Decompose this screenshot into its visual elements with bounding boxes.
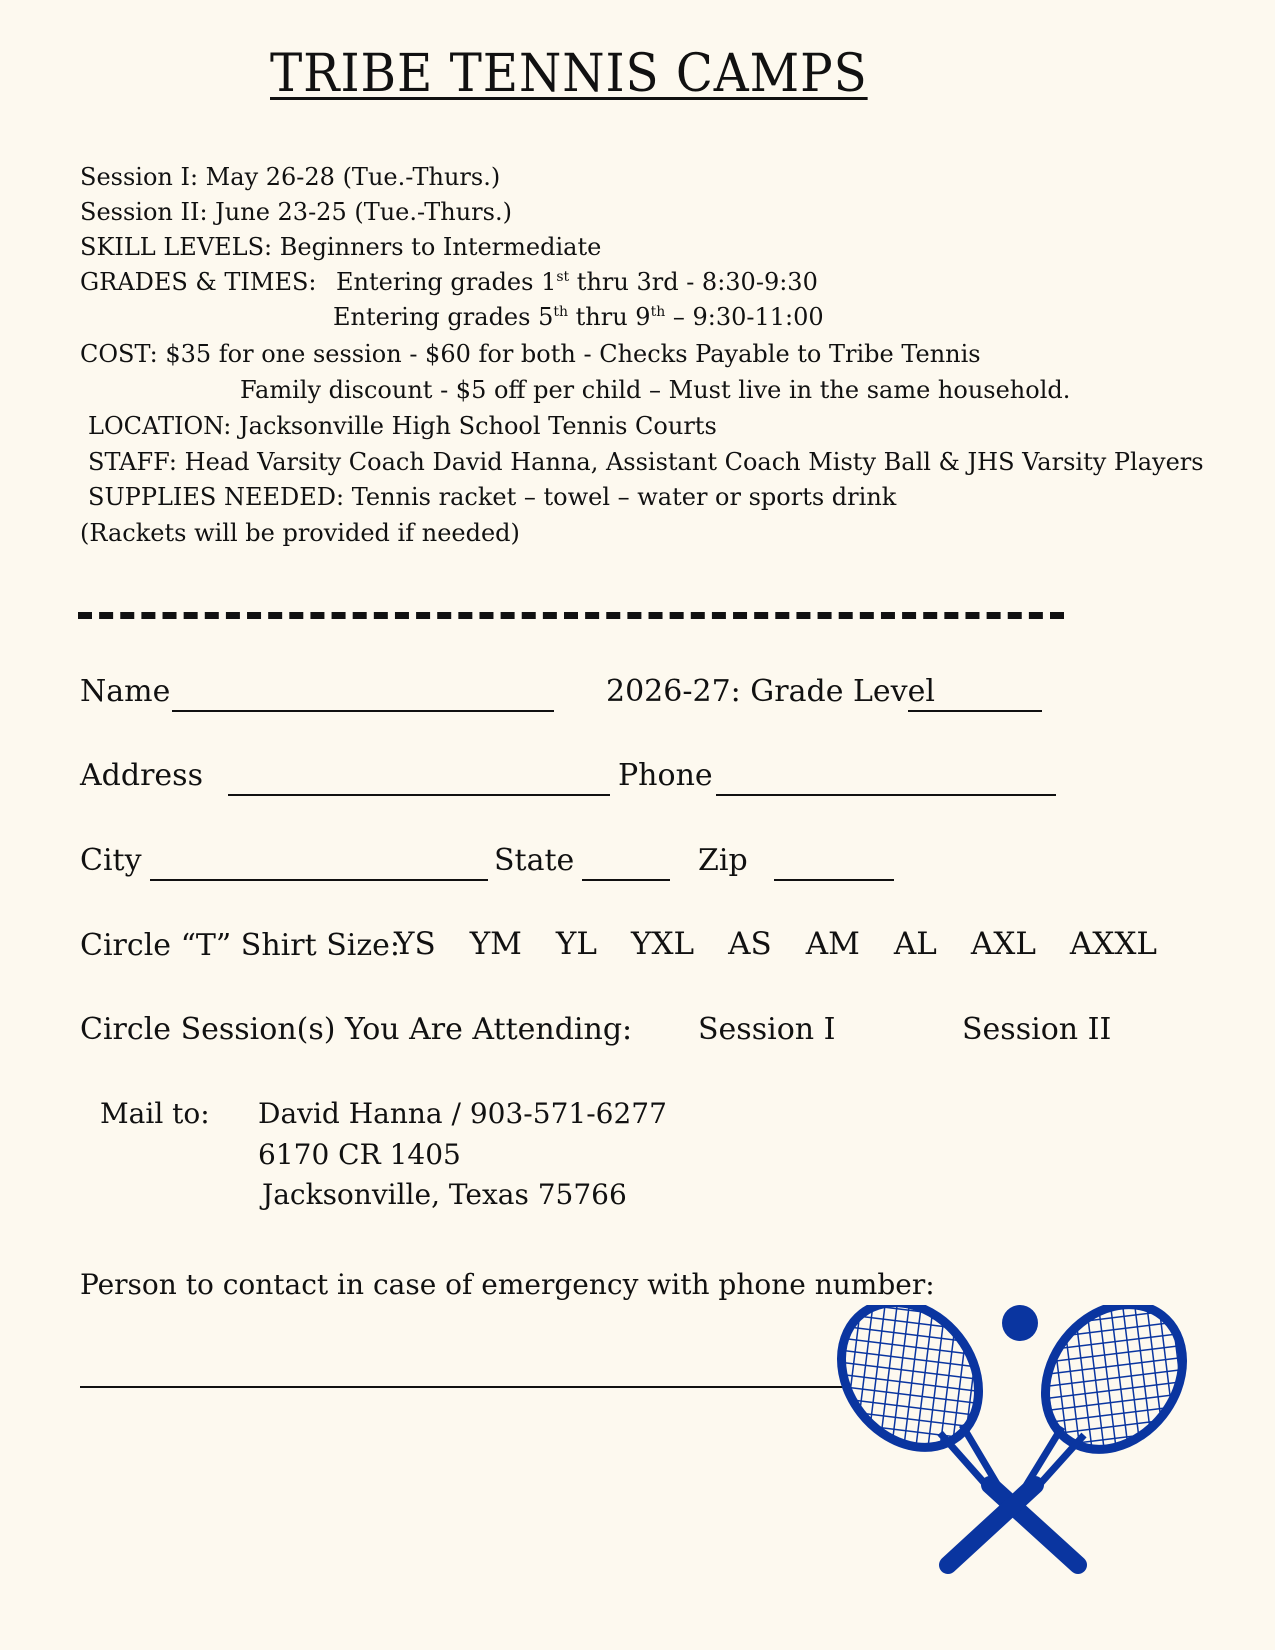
- emergency-contact-label: Person to contact in case of emergency with phone number:: [80, 1268, 935, 1301]
- zip-label: Zip: [698, 843, 748, 878]
- zip-field[interactable]: [774, 879, 894, 881]
- grades-line-1: Entering grades 1st thru 3rd - 8:30-9:30: [336, 268, 818, 296]
- session-option-1[interactable]: Session I: [698, 1012, 836, 1047]
- phone-field[interactable]: [716, 794, 1056, 796]
- shirt-size-option[interactable]: YS: [394, 926, 436, 962]
- rackets-note: (Rackets will be provided if needed): [80, 519, 520, 547]
- phone-label: Phone: [618, 758, 713, 793]
- tennis-rackets-icon: [830, 1305, 1210, 1579]
- cut-line-divider: [78, 612, 1064, 619]
- shirt-size-option[interactable]: AM: [805, 926, 860, 962]
- shirt-size-option[interactable]: YL: [555, 926, 597, 962]
- city-field[interactable]: [150, 879, 488, 881]
- cost-info: COST: $35 for one session - $60 for both - Checks Payable to Tribe Tennis: [80, 340, 981, 368]
- grade-level-label: 2026-27: Grade Level: [606, 674, 935, 709]
- page-title: TRIBE TENNIS CAMPS: [270, 44, 868, 104]
- mail-to-label: Mail to:: [100, 1097, 210, 1130]
- city-label: City: [80, 843, 142, 878]
- grade-level-field[interactable]: [908, 710, 1042, 712]
- mail-line-3: Jacksonville, Texas 75766: [262, 1178, 627, 1211]
- mail-line-2: 6170 CR 1405: [258, 1138, 461, 1171]
- shirt-size-option[interactable]: AXXL: [1069, 926, 1158, 962]
- location-info: LOCATION: Jacksonville High School Tennis Courts: [88, 412, 717, 440]
- address-field[interactable]: [228, 794, 610, 796]
- skill-info: SKILL LEVELS: Beginners to Intermediate: [80, 233, 602, 261]
- supplies-info: SUPPLIES NEEDED: Tennis racket – towel – water or sports drink: [88, 483, 897, 511]
- grades-line-2: Entering grades 5th thru 9th – 9:30-11:00: [333, 303, 824, 331]
- name-field[interactable]: [172, 710, 554, 712]
- session-option-2[interactable]: Session II: [962, 1012, 1112, 1047]
- name-label: Name: [80, 674, 171, 709]
- shirt-size-option[interactable]: AXL: [970, 926, 1036, 962]
- address-label: Address: [80, 758, 203, 793]
- grades-label: GRADES & TIMES:: [80, 268, 317, 296]
- session1-info: Session I: May 26-28 (Tue.-Thurs.): [80, 163, 501, 191]
- family-discount-info: Family discount - $5 off per child – Must live in the same household.: [240, 376, 1071, 404]
- staff-info: STAFF: Head Varsity Coach David Hanna, Assistant Coach Misty Ball & JHS Varsity Players: [88, 448, 1204, 476]
- shirt-size-option[interactable]: YXL: [630, 926, 695, 962]
- session-select-label: Circle Session(s) You Are Attending:: [80, 1012, 633, 1047]
- shirt-size-option[interactable]: AS: [728, 926, 772, 962]
- shirt-size-option[interactable]: YM: [469, 926, 522, 962]
- shirt-size-options: [394, 926, 1157, 962]
- session2-info: Session II: June 23-25 (Tue.-Thurs.): [80, 198, 512, 226]
- state-label: State: [494, 843, 575, 878]
- mail-line-1: David Hanna / 903-571-6277: [258, 1097, 667, 1130]
- emergency-contact-field[interactable]: [80, 1386, 930, 1388]
- shirt-size-option[interactable]: AL: [893, 926, 937, 962]
- shirt-size-label: Circle “T” Shirt Size:: [80, 928, 401, 963]
- state-field[interactable]: [582, 879, 670, 881]
